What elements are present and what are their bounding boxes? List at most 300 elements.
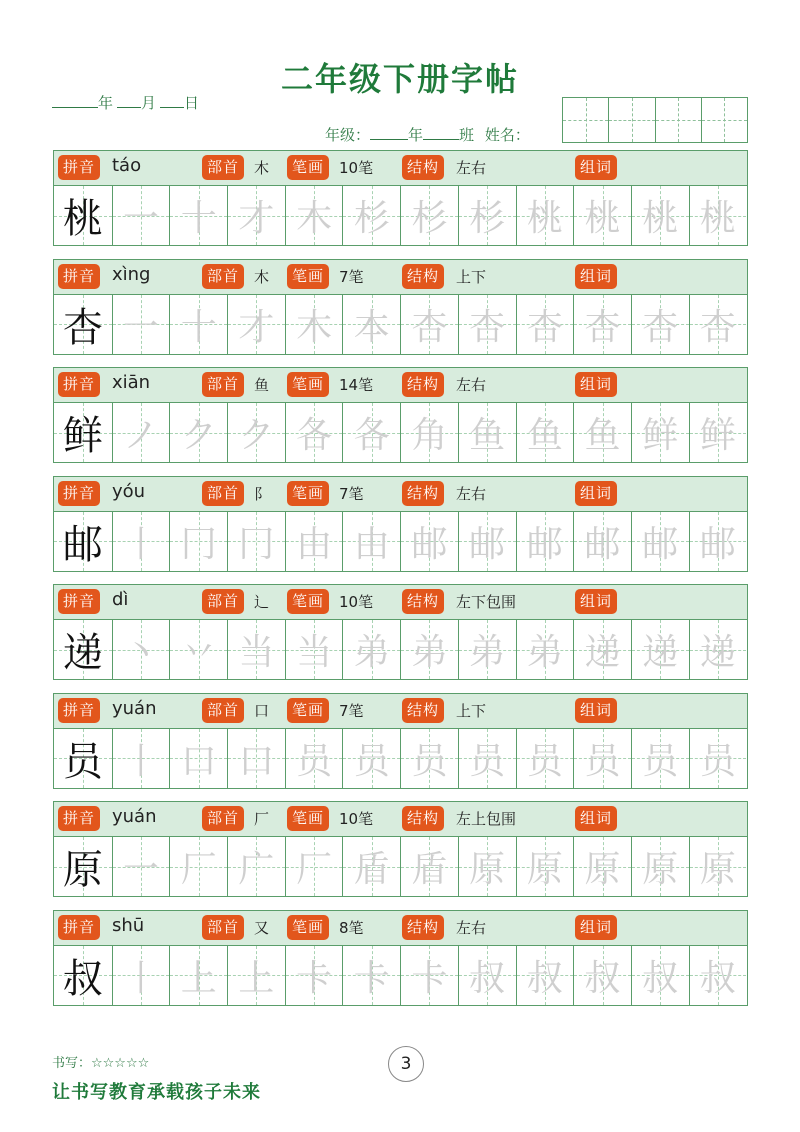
- trace-char: 鲜: [642, 415, 679, 456]
- trace-char: 叔: [642, 957, 679, 999]
- char-info-bar: [54, 477, 747, 512]
- trace-char: ク: [180, 415, 217, 456]
- char-info-bar: [54, 260, 747, 295]
- radical-value: 鱼: [254, 376, 270, 394]
- char-row: [53, 910, 748, 1006]
- trace-char: 弟: [353, 632, 390, 673]
- model-char-cell: [54, 186, 112, 245]
- trace-cell[interactable]: [458, 403, 516, 462]
- trace-cell[interactable]: [400, 837, 458, 896]
- model-char: 叔: [62, 955, 103, 1002]
- trace-char: 弟: [526, 632, 563, 673]
- pinyin-value: yuán: [112, 806, 157, 827]
- trace-char: 叔: [526, 957, 563, 999]
- trace-char: 盾: [353, 849, 390, 890]
- trace-char: 弟: [411, 632, 448, 673]
- trace-char: 原: [642, 849, 679, 890]
- char-row: [53, 584, 748, 680]
- char-info-bar: [54, 694, 747, 729]
- structure-tag: 结构: [402, 806, 444, 831]
- trace-cell[interactable]: [227, 946, 285, 1005]
- trace-cell[interactable]: [631, 186, 689, 245]
- words-tag: 组词: [575, 806, 617, 831]
- trace-cell[interactable]: [285, 403, 343, 462]
- trace-char: 冂: [238, 523, 275, 565]
- trace-cell[interactable]: [516, 837, 574, 896]
- trace-char: 盾: [411, 849, 448, 890]
- trace-char: 杉: [411, 198, 448, 239]
- trace-char: 员: [526, 740, 563, 782]
- trace-char: ク: [238, 415, 275, 456]
- trace-cell[interactable]: [458, 512, 516, 571]
- trace-char: 卡: [296, 957, 333, 999]
- trace-char: 各: [353, 415, 390, 456]
- trace-cell[interactable]: [631, 729, 689, 788]
- trace-cell[interactable]: [400, 620, 458, 679]
- trace-cell[interactable]: [400, 729, 458, 788]
- trace-char: 厂: [296, 849, 333, 890]
- trace-cell[interactable]: [342, 295, 400, 354]
- trace-char: 杏: [411, 306, 448, 348]
- structure-value: 左右: [456, 918, 487, 937]
- radical-tag: 部首: [202, 915, 244, 940]
- trace-char: 广: [238, 849, 275, 890]
- trace-cell[interactable]: [285, 946, 343, 1005]
- radical-tag: 部首: [202, 155, 244, 180]
- trace-char: 口: [180, 740, 217, 782]
- trace-char: 一: [123, 198, 160, 239]
- trace-cell[interactable]: [573, 946, 631, 1005]
- model-char: 邮: [62, 521, 103, 568]
- trace-cell[interactable]: [516, 403, 574, 462]
- strokes-tag: 笔画: [287, 915, 329, 940]
- radical-tag: 部首: [202, 698, 244, 723]
- pinyin-value: dì: [112, 589, 129, 610]
- trace-cell[interactable]: [169, 946, 227, 1005]
- trace-cell[interactable]: [227, 729, 285, 788]
- radical-value: 阝: [254, 484, 270, 503]
- trace-char: 鱼: [584, 415, 621, 456]
- words-tag: 组词: [575, 589, 617, 614]
- structure-value: 左下包围: [456, 593, 517, 611]
- trace-char: 邮: [584, 523, 621, 565]
- trace-cell[interactable]: [169, 186, 227, 245]
- trace-cell[interactable]: [516, 946, 574, 1005]
- trace-cell[interactable]: [342, 729, 400, 788]
- trace-cell[interactable]: [342, 837, 400, 896]
- model-char: 员: [62, 738, 103, 785]
- pinyin-value: yóu: [112, 480, 146, 502]
- trace-cell[interactable]: [400, 512, 458, 571]
- pinyin-tag: 拼音: [58, 264, 100, 289]
- trace-char: 丶: [123, 632, 160, 673]
- writing-grid: [54, 512, 747, 571]
- strokes-value: 7笔: [339, 267, 364, 286]
- trace-char: 员: [469, 740, 506, 782]
- trace-cell[interactable]: [227, 837, 285, 896]
- trace-char: 一: [123, 849, 160, 890]
- writing-grid: [54, 186, 747, 245]
- radical-value: 木: [254, 267, 270, 286]
- pinyin-value: xìng: [112, 263, 151, 285]
- trace-char: 各: [296, 415, 333, 456]
- trace-char: 员: [699, 740, 736, 782]
- trace-cell[interactable]: [458, 946, 516, 1005]
- trace-cell[interactable]: [573, 295, 631, 354]
- trace-cell[interactable]: [169, 403, 227, 462]
- trace-char: 木: [296, 198, 333, 239]
- strokes-tag: 笔画: [287, 264, 329, 289]
- radical-value: 又: [254, 918, 270, 937]
- trace-char: 邮: [699, 523, 736, 565]
- radical-value: 辶: [254, 593, 270, 611]
- trace-char: 邮: [642, 523, 679, 565]
- trace-cell[interactable]: [458, 620, 516, 679]
- trace-char: 杏: [642, 306, 679, 348]
- pinyin-tag: 拼音: [58, 806, 100, 831]
- pinyin-value: táo: [112, 155, 142, 176]
- trace-char: 邮: [469, 523, 506, 565]
- trace-char: 才: [238, 306, 275, 348]
- trace-cell[interactable]: [458, 729, 516, 788]
- pinyin-tag: 拼音: [58, 155, 100, 180]
- trace-cell[interactable]: [689, 403, 747, 462]
- model-char-cell: [54, 512, 112, 571]
- trace-cell[interactable]: [458, 186, 516, 245]
- trace-char: 递: [584, 632, 621, 673]
- trace-char: 叔: [584, 957, 621, 999]
- char-info-bar: [54, 368, 747, 403]
- trace-cell[interactable]: [285, 837, 343, 896]
- model-char-cell: [54, 729, 112, 788]
- structure-value: 左右: [456, 376, 487, 394]
- char-row: [53, 801, 748, 897]
- trace-cell[interactable]: [400, 295, 458, 354]
- char-row: [53, 259, 748, 355]
- structure-tag: 结构: [402, 264, 444, 289]
- strokes-tag: 笔画: [287, 155, 329, 180]
- structure-tag: 结构: [402, 372, 444, 397]
- trace-char: 递: [699, 632, 736, 673]
- structure-value: 左右: [456, 159, 487, 177]
- trace-char: 鱼: [526, 415, 563, 456]
- year-blank[interactable]: [52, 93, 98, 108]
- trace-char: 员: [296, 740, 333, 782]
- trace-cell[interactable]: [631, 946, 689, 1005]
- class-label: 班: [459, 126, 475, 144]
- trace-char: 口: [238, 740, 275, 782]
- trace-char: 员: [411, 740, 448, 782]
- pinyin-value: shū: [112, 914, 145, 936]
- trace-cell[interactable]: [342, 512, 400, 571]
- structure-value: 左上包围: [456, 810, 517, 828]
- trace-cell[interactable]: [516, 729, 574, 788]
- trace-cell[interactable]: [400, 186, 458, 245]
- trace-char: 员: [642, 740, 679, 782]
- trace-char: 丨: [123, 523, 160, 565]
- char-info-bar: [54, 585, 747, 620]
- strokes-tag: 笔画: [287, 481, 329, 506]
- trace-cell[interactable]: [285, 729, 343, 788]
- trace-char: 邮: [526, 523, 563, 565]
- words-tag: 组词: [575, 264, 617, 289]
- trace-char: 员: [584, 740, 621, 782]
- trace-cell[interactable]: [342, 946, 400, 1005]
- model-char: 桃: [62, 196, 103, 242]
- strokes-value: 14笔: [339, 376, 374, 394]
- grade-blank[interactable]: [370, 125, 408, 140]
- structure-value: 左右: [456, 484, 487, 503]
- strokes-value: 7笔: [339, 701, 364, 720]
- trace-cell[interactable]: [112, 403, 170, 462]
- words-tag: 组词: [575, 915, 617, 940]
- trace-cell[interactable]: [689, 295, 747, 354]
- trace-char: 递: [642, 632, 679, 673]
- trace-cell[interactable]: [285, 620, 343, 679]
- char-info-bar: [54, 802, 747, 837]
- trace-char: 杏: [584, 306, 621, 348]
- trace-cell[interactable]: [631, 512, 689, 571]
- structure-tag: 结构: [402, 589, 444, 614]
- trace-cell[interactable]: [169, 729, 227, 788]
- strokes-value: 8笔: [339, 918, 364, 937]
- trace-cell[interactable]: [342, 186, 400, 245]
- pinyin-tag: 拼音: [58, 698, 100, 723]
- trace-cell[interactable]: [516, 620, 574, 679]
- trace-char: 桃: [642, 198, 679, 239]
- trace-cell[interactable]: [285, 512, 343, 571]
- writing-grid: [54, 946, 747, 1005]
- radical-tag: 部首: [202, 264, 244, 289]
- trace-char: ノ: [123, 415, 160, 456]
- name-grid[interactable]: [562, 97, 748, 143]
- trace-cell[interactable]: [573, 186, 631, 245]
- structure-tag: 结构: [402, 915, 444, 940]
- radical-value: 木: [254, 159, 270, 177]
- strokes-tag: 笔画: [287, 806, 329, 831]
- trace-char: 叔: [469, 957, 506, 999]
- trace-cell[interactable]: [458, 295, 516, 354]
- trace-char: 桃: [584, 198, 621, 239]
- trace-cell[interactable]: [516, 295, 574, 354]
- name-cell[interactable]: [608, 98, 654, 142]
- strokes-value: 10笔: [339, 159, 374, 177]
- strokes-value: 7笔: [339, 484, 364, 503]
- trace-char: 冂: [180, 523, 217, 565]
- trace-cell[interactable]: [227, 403, 285, 462]
- trace-cell[interactable]: [112, 946, 170, 1005]
- words-tag: 组词: [575, 372, 617, 397]
- trace-cell[interactable]: [112, 186, 170, 245]
- char-row: [53, 150, 748, 246]
- structure-value: 上下: [456, 267, 487, 286]
- trace-char: 原: [584, 849, 621, 890]
- trace-cell[interactable]: [169, 620, 227, 679]
- trace-cell[interactable]: [689, 946, 747, 1005]
- pinyin-value: yuán: [112, 697, 157, 719]
- day-label: 日: [184, 94, 200, 112]
- trace-cell[interactable]: [342, 620, 400, 679]
- trace-char: 鱼: [469, 415, 506, 456]
- day-blank[interactable]: [160, 93, 184, 108]
- trace-cell[interactable]: [458, 837, 516, 896]
- trace-char: 厂: [180, 849, 217, 890]
- trace-cell[interactable]: [285, 186, 343, 245]
- grade-year-label: 年: [408, 126, 424, 144]
- trace-char: 由: [296, 523, 333, 565]
- trace-char: 鲜: [699, 415, 736, 456]
- model-char: 原: [62, 847, 103, 893]
- char-row: [53, 693, 748, 789]
- trace-cell[interactable]: [573, 403, 631, 462]
- radical-tag: 部首: [202, 372, 244, 397]
- pinyin-tag: 拼音: [58, 372, 100, 397]
- trace-cell[interactable]: [631, 295, 689, 354]
- trace-cell[interactable]: [112, 295, 170, 354]
- trace-char: 当: [238, 632, 275, 673]
- date-line: [52, 92, 199, 113]
- trace-char: 上: [238, 957, 275, 999]
- trace-cell[interactable]: [112, 837, 170, 896]
- structure-tag: 结构: [402, 155, 444, 180]
- trace-char: 上: [180, 957, 217, 999]
- name-cell[interactable]: [563, 98, 608, 142]
- trace-cell[interactable]: [112, 512, 170, 571]
- trace-char: 本: [353, 306, 390, 348]
- radical-tag: 部首: [202, 589, 244, 614]
- trace-char: 卡: [353, 957, 390, 999]
- trace-cell[interactable]: [227, 295, 285, 354]
- writing-grid: [54, 837, 747, 896]
- trace-cell[interactable]: [169, 295, 227, 354]
- trace-cell[interactable]: [573, 729, 631, 788]
- rating-stars: 书写：☆☆☆☆☆: [52, 1056, 150, 1071]
- trace-char: 丨: [123, 740, 160, 782]
- trace-char: 邮: [411, 523, 448, 565]
- trace-cell[interactable]: [573, 620, 631, 679]
- model-char-cell: [54, 620, 112, 679]
- trace-cell[interactable]: [285, 295, 343, 354]
- trace-char: 杉: [469, 198, 506, 239]
- radical-tag: 部首: [202, 481, 244, 506]
- page-title: 二年级下册字帖: [280, 60, 519, 98]
- trace-char: 员: [353, 740, 390, 782]
- trace-char: 角: [411, 415, 448, 456]
- month-blank[interactable]: [117, 93, 141, 108]
- char-info-bar: [54, 911, 747, 946]
- char-info-bar: [54, 151, 747, 186]
- words-tag: 组词: [575, 698, 617, 723]
- trace-char: 十: [180, 306, 217, 348]
- trace-char: 才: [238, 198, 275, 239]
- trace-cell[interactable]: [112, 620, 170, 679]
- page-number: 3: [388, 1046, 424, 1082]
- trace-cell[interactable]: [631, 837, 689, 896]
- trace-cell[interactable]: [227, 186, 285, 245]
- structure-value: 上下: [456, 701, 487, 720]
- char-row: [53, 367, 748, 463]
- trace-cell[interactable]: [689, 186, 747, 245]
- name-cell[interactable]: [701, 98, 747, 142]
- trace-char: 杏: [526, 306, 563, 348]
- trace-cell[interactable]: [227, 620, 285, 679]
- trace-char: 当: [296, 632, 333, 673]
- writing-grid: [54, 403, 747, 462]
- trace-cell[interactable]: [573, 512, 631, 571]
- month-label: 月: [141, 94, 157, 112]
- motto: 让书写教育承载孩子未来: [52, 1082, 261, 1103]
- strokes-value: 10笔: [339, 593, 374, 611]
- trace-char: 杏: [699, 306, 736, 348]
- trace-char: 十: [180, 198, 217, 239]
- trace-cell[interactable]: [516, 186, 574, 245]
- name-label: 姓名：: [484, 126, 530, 144]
- trace-cell[interactable]: [516, 512, 574, 571]
- strokes-value: 10笔: [339, 810, 374, 828]
- trace-char: 一: [123, 306, 160, 348]
- name-cell[interactable]: [655, 98, 701, 142]
- class-line: [325, 124, 530, 145]
- trace-char: 丨: [123, 957, 160, 999]
- pinyin-tag: 拼音: [58, 481, 100, 506]
- pinyin-tag: 拼音: [58, 915, 100, 940]
- radical-value: 口: [254, 701, 270, 720]
- model-char-cell: [54, 837, 112, 896]
- trace-cell[interactable]: [227, 512, 285, 571]
- trace-char: 原: [699, 849, 736, 890]
- trace-cell[interactable]: [342, 403, 400, 462]
- model-char: 鲜: [62, 413, 103, 459]
- trace-char: 由: [353, 523, 390, 565]
- pinyin-tag: 拼音: [58, 589, 100, 614]
- trace-cell[interactable]: [631, 403, 689, 462]
- trace-char: 杏: [469, 306, 506, 348]
- radical-tag: 部首: [202, 806, 244, 831]
- trace-cell[interactable]: [400, 403, 458, 462]
- class-blank[interactable]: [423, 125, 459, 140]
- trace-cell[interactable]: [573, 837, 631, 896]
- trace-char: 弟: [469, 632, 506, 673]
- model-char-cell: [54, 295, 112, 354]
- trace-char: 原: [469, 849, 506, 890]
- trace-cell[interactable]: [169, 837, 227, 896]
- pinyin-value: xiān: [112, 372, 151, 393]
- trace-cell[interactable]: [689, 620, 747, 679]
- trace-char: 叔: [699, 957, 736, 999]
- words-tag: 组词: [575, 155, 617, 180]
- trace-cell[interactable]: [169, 512, 227, 571]
- structure-tag: 结构: [402, 481, 444, 506]
- trace-cell[interactable]: [689, 512, 747, 571]
- practice-rows: [53, 150, 748, 1018]
- trace-cell[interactable]: [631, 620, 689, 679]
- radical-value: 厂: [254, 810, 270, 828]
- trace-cell[interactable]: [689, 729, 747, 788]
- trace-cell[interactable]: [400, 946, 458, 1005]
- writing-grid: [54, 295, 747, 354]
- trace-char: 木: [296, 306, 333, 348]
- strokes-tag: 笔画: [287, 589, 329, 614]
- trace-cell[interactable]: [112, 729, 170, 788]
- words-tag: 组词: [575, 481, 617, 506]
- grade-label: 年级：: [325, 126, 371, 144]
- model-char: 杏: [62, 304, 103, 351]
- trace-char: 桃: [699, 198, 736, 239]
- trace-cell[interactable]: [689, 837, 747, 896]
- trace-char: 丷: [180, 632, 217, 673]
- year-label: 年: [98, 94, 114, 112]
- trace-char: 桃: [526, 198, 563, 239]
